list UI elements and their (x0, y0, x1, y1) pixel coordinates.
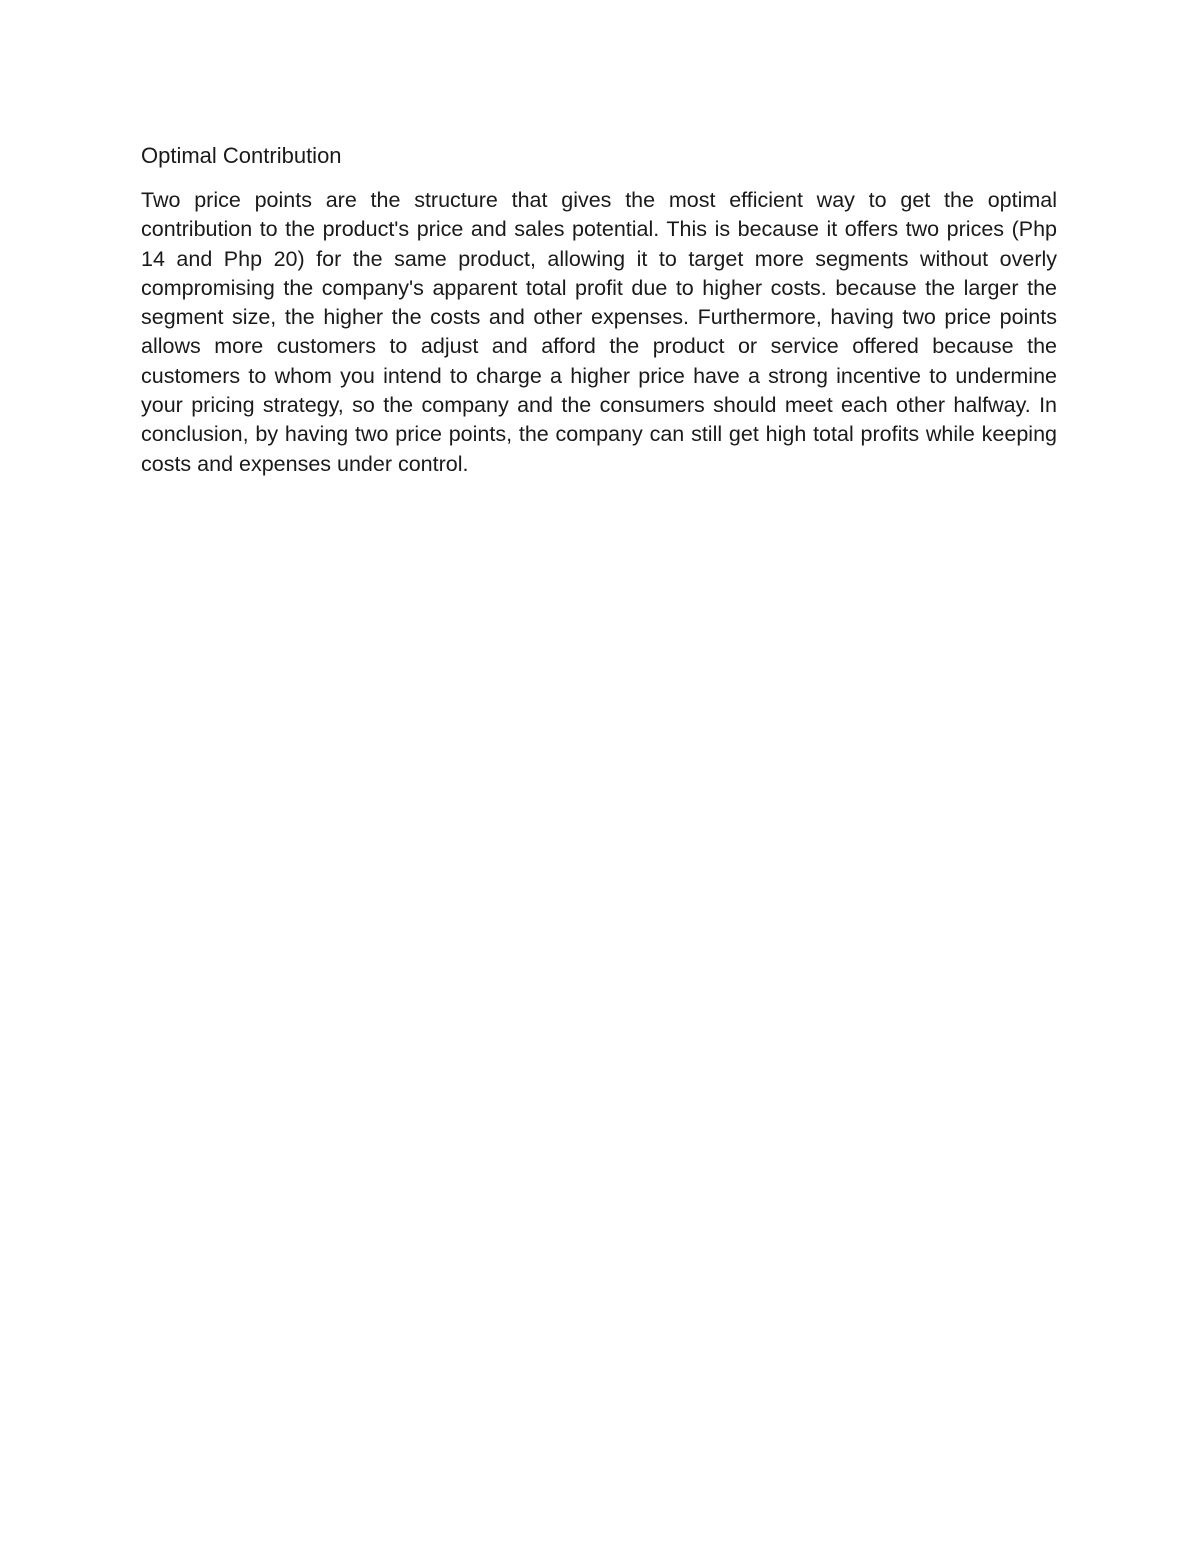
body-paragraph: Two price points are the structure that gives the most efficient way to get the optimal contribution to the product's price and sales potential. This is because it offers two prices (Php 14 and Php 20) for the same product, allowing it to target more segments without overly compromising the company's apparent total profit due to higher costs. because the larger the segment size, the higher the costs and other expenses. Furthermore, having two price points allows more customers to adjust and afford the product or service offered because the customers to whom you intend to charge a higher price have a strong incentive to undermine your pricing strategy, so the company and the consumers should meet each other halfway. In conclusion, by having two price points, the company can still get high total profits while keeping costs and expenses under control. (141, 188, 1057, 476)
document-title: Optimal Contribution (141, 143, 342, 168)
document-body (141, 141, 1057, 479)
